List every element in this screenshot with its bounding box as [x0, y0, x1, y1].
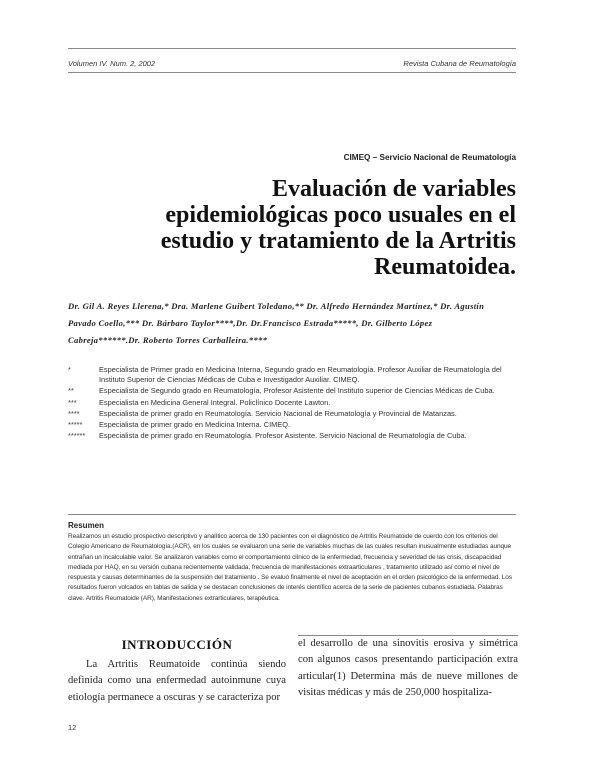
author-line: Dr. Gil A. Reyes Llerena,* Dra. Marlene Guibert Toledano,** Dr. Alfredo Hernández Martínez,* Dr. Agustín: [68, 301, 485, 311]
top-rule: [68, 48, 516, 49]
footnote-mark: *****: [68, 420, 83, 430]
header-rule: [68, 72, 516, 73]
author-line: Pavado Coello,*** Dr. Bárbaro Taylor****,Dr. Dr.Francisco Estrada*****, Dr. Gilberto López: [68, 318, 433, 328]
footnote-text: Especialista de primer grado en Reumatología. Servicio Nacional de Reumatología y Provincial de Matanzas.: [99, 408, 457, 418]
journal-name: Revista Cubana de Reumatología: [403, 59, 516, 68]
intro-left-column: [68, 637, 286, 706]
institution: CIMEQ – Servicio Nacional de Reumatología: [343, 153, 516, 162]
footnote-text: Especialista de Primer grado en Medicina Interna, Segundo grado en Reumatología. Profesor Auxiliar de Reumatología del Instituto Superior de Ciencias Médicas de Cuba e Investigador Auxiliar. CIMEQ.: [99, 365, 502, 385]
page-number: 12: [68, 723, 77, 732]
footnote: [68, 365, 518, 385]
footnote-text: Especialista de Segundo grado en Reumatología, Profesor Asistente del Instituto superior de Ciencias Médicas de Cuba.: [99, 386, 495, 396]
authors: [68, 298, 518, 349]
intro-right-column: [298, 636, 518, 702]
title-line: Evaluación de variables: [271, 176, 516, 202]
title-line: Reumatoidea.: [374, 254, 516, 280]
intro-paragraph-left: La Artritis Reumatoide continúa siendo definida como una enfermedad autoinmune cuya etiología permanece a oscuras y se caracteriza por: [68, 659, 286, 703]
footnote: [68, 431, 518, 441]
affiliation-notes: [68, 365, 518, 442]
footnote-mark: ****: [68, 408, 80, 418]
title-line: estudio y tratamiento de la Artritis: [160, 228, 516, 254]
intro-paragraph-right: el desarrollo de una sinovitis erosiva y simétrica con algunos casos presentando participación extra articular(1) Determina más de nueve millones de visitas médicas y más de 250,000 hospitaliza-: [298, 638, 518, 699]
footnote-text: Especialista de primer grado en Medicina Interna. CIMEQ.: [99, 420, 291, 430]
footnote: [68, 409, 518, 419]
author-line: Cabreja******.Dr. Roberto Torres Carballeira.****: [68, 335, 268, 345]
intro-heading: INTRODUCCIÓN: [121, 637, 233, 652]
article-title: [46, 176, 516, 280]
footnote-mark: ***: [68, 397, 77, 407]
footnote: [68, 398, 518, 408]
footnote-text: Especialista en Medicina General Integral. Policlínico Docente Lawton.: [99, 397, 331, 407]
resumen-body: Realizamos un estudio prospectivo descriptivo y analítico acerca de 130 pacientes con el diagnóstico de Artritis Reumatoide de cuerdo con los criterios del Colegio Americano de Reumatología.(ACR), en los cuales se evaluaron una serie de variables muchas de las cuales resultan inusualmente estudiadas aunque entrañan un incalculable valor. Se analizaron variables como el comportamiento clínico de la enfermedad, frecuencia y severidad de las crisis, discapacidad mediada por HAQ, en su versión cubana recientemente validada, frecuencia de manifestaciones extraarticulares , tratamiento utilizado así como el nivel de respuesta y causas determinantes de la suspensión del tratamiento . Se evaluó finalmente el nivel de aceptación en el orden psicológico de la enfermedad. Los resultados fueron volcados en tablas de salida y se destacan conclusiones de interés científico acerca de la serie de pacientes cubanos estudiada. Palabras clave. Artritis Reumatoide (AR), Manifestaciones extrarticulares, terapéutica.: [68, 533, 512, 602]
resumen-heading: Resumen: [68, 521, 105, 530]
footnote-mark: *: [68, 365, 71, 374]
section-rule: [68, 514, 516, 515]
footnote-mark: **: [68, 386, 74, 396]
journal-volume: Volumen IV. Num. 2, 2002: [68, 59, 156, 68]
title-line: epidemiológicas poco usuales en el: [165, 202, 516, 228]
footnote-mark: ******: [68, 431, 86, 441]
footnote-text: Especialista de primer grado en Reumatología. Profesor Asistente. Servicio Nacional de Reumatología de Cuba.: [99, 431, 467, 441]
footnote: [68, 386, 518, 396]
footnote: [68, 420, 518, 430]
